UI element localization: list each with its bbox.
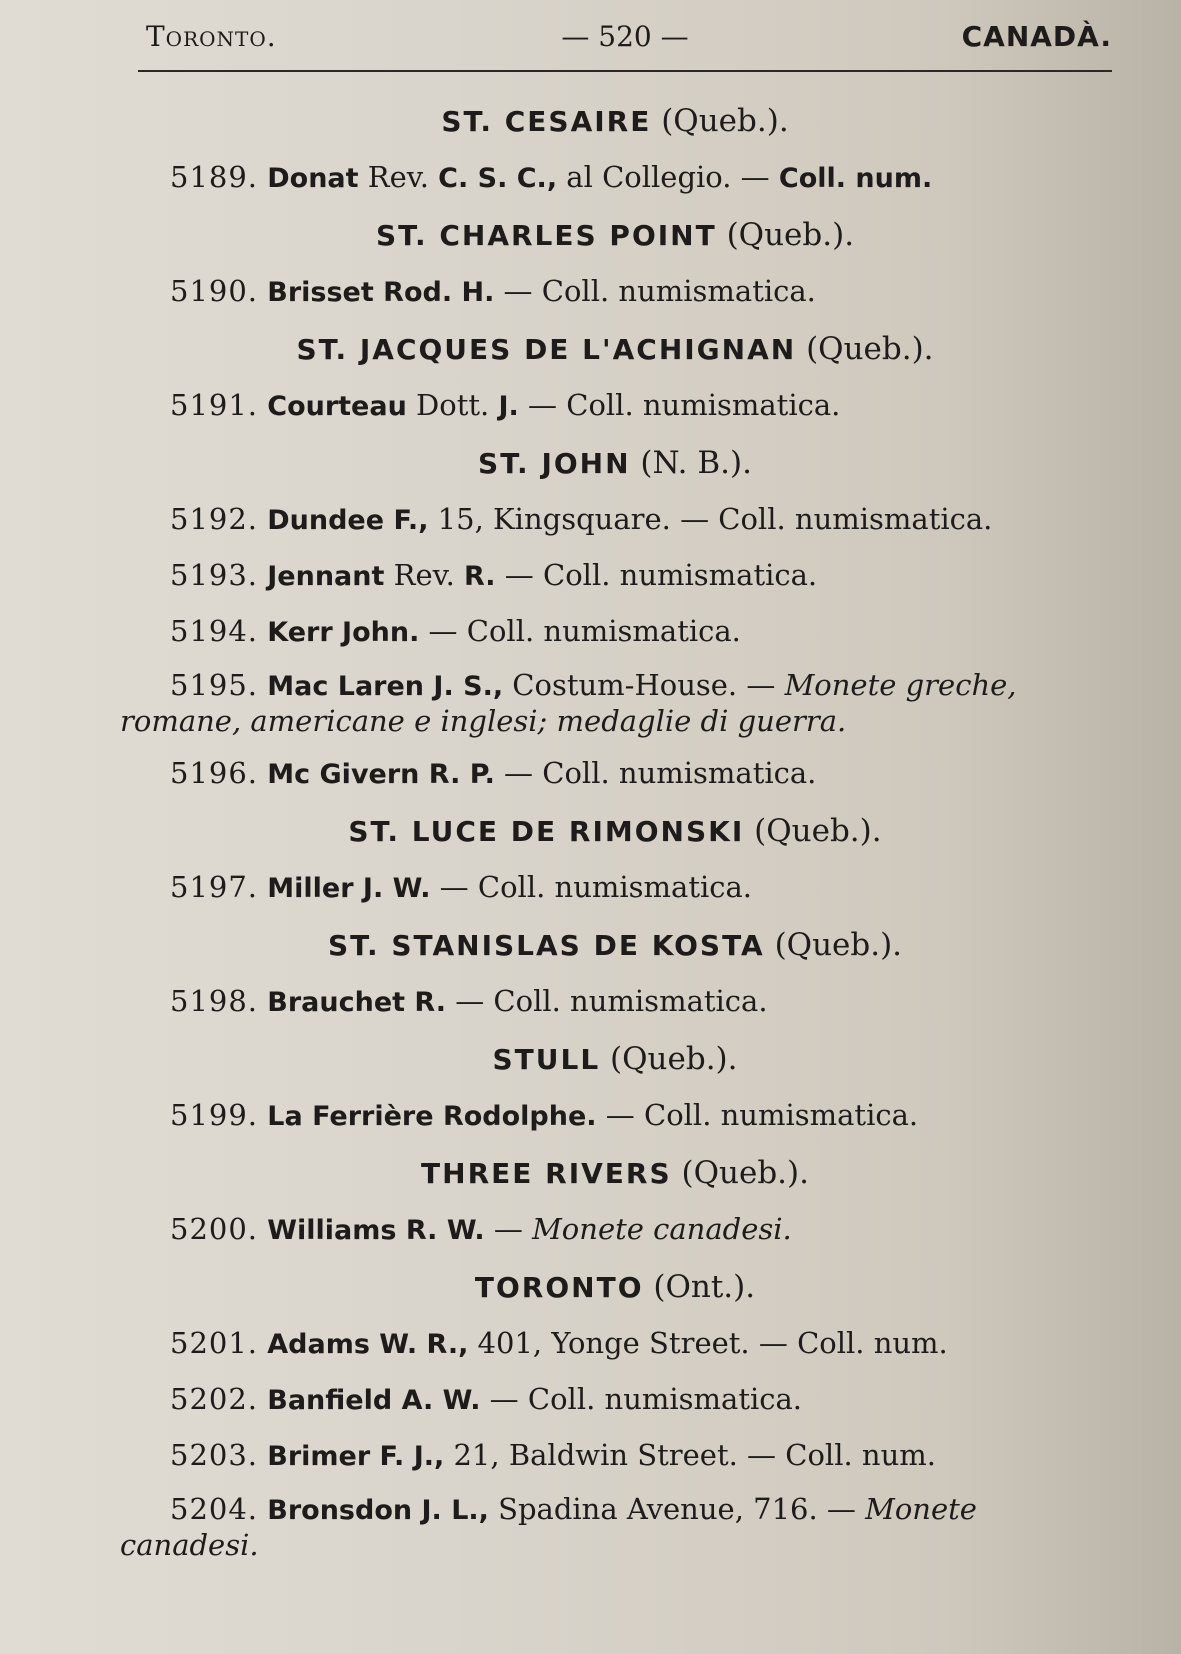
entry-number: 5197. (170, 870, 259, 904)
city-heading (120, 320, 1110, 378)
province: (Queb.). (726, 217, 855, 253)
entry-number: 5202. (170, 1382, 259, 1416)
entry-number: 5203. (170, 1438, 259, 1472)
collector-entry (120, 548, 1110, 604)
entry-number: 5198. (170, 984, 259, 1018)
city-heading (120, 916, 1110, 974)
entry-bold: J. (498, 391, 519, 422)
collection-description: Monete canadesi. (120, 1492, 977, 1562)
collector-entry (120, 378, 1110, 434)
collector-name: Williams R. W. (267, 1215, 485, 1246)
entry-text: 21, Baldwin Street. — Coll. num. (444, 1438, 936, 1472)
entry-text: — Coll. numismatica. (494, 274, 816, 308)
entry-bold: C. S. C., (438, 163, 558, 194)
entry-bold: Coll. num. (778, 163, 933, 194)
collection-description: Monete canadesi. (532, 1212, 792, 1246)
entry-text: 401, Yonge Street. — Coll. num. (468, 1326, 948, 1360)
province: (N. B.). (640, 445, 752, 481)
city-heading (120, 1030, 1110, 1088)
collector-name: Mc Givern R. P. (267, 759, 495, 790)
entry-text: Dott. (406, 388, 499, 422)
collector-name: Donat (267, 163, 359, 194)
entry-text: Rev. (384, 558, 465, 592)
collector-name: Dundee F., (267, 505, 429, 536)
entry-number: 5195. (170, 668, 259, 702)
collector-entry (120, 1484, 1110, 1570)
entry-text: — Coll. numismatica. (430, 870, 753, 904)
entry-number: 5204. (170, 1492, 259, 1526)
province: (Queb.). (774, 927, 903, 963)
page-header (138, 14, 1112, 72)
collector-name: Brimer F. J., (267, 1441, 445, 1472)
collection-description: Monete greche, romane, americane e inglesi; medaglie di guerra. (120, 668, 1017, 738)
entry-text: — Coll. numismatica. (596, 1098, 919, 1132)
city-name: ST. CHARLES POINT (375, 219, 717, 252)
collector-entry (120, 1428, 1110, 1484)
city-heading (120, 434, 1110, 492)
entry-number: 5199. (170, 1098, 259, 1132)
collector-name: Adams W. R., (267, 1329, 469, 1360)
collector-name: La Ferrière Rodolphe. (267, 1101, 597, 1132)
province: (Ont.). (653, 1269, 756, 1305)
entry-text: Rev. (358, 160, 439, 194)
entry-text: 15, Kingsquare. — Coll. numismatica. (428, 502, 993, 536)
city-heading (120, 206, 1110, 264)
page-number: — 520 — (561, 20, 689, 53)
entry-number: 5192. (170, 502, 259, 536)
collector-entry (120, 492, 1110, 548)
province: (Queb.). (681, 1155, 809, 1191)
entry-number: 5193. (170, 558, 259, 592)
city-heading (120, 1258, 1110, 1316)
entry-detail: — Coll. numismatica. (495, 558, 818, 592)
collector-entry (120, 860, 1110, 916)
collector-entry (120, 604, 1110, 660)
collector-name: Banfield A. W. (267, 1385, 481, 1416)
header-rule (138, 70, 1112, 72)
entry-number: 5194. (170, 614, 259, 648)
city-name: THREE RIVERS (421, 1157, 672, 1190)
collector-entry (120, 1088, 1110, 1144)
collector-name: Jennant (267, 561, 385, 592)
collector-name: Brisset Rod. H. (267, 277, 495, 308)
entry-text: Costum-House. — (503, 668, 785, 702)
collector-name: Courteau (267, 391, 407, 422)
collector-name: Kerr John. (267, 617, 420, 648)
entry-text: Spadina Avenue, 716. — (488, 1492, 866, 1526)
city-name: TORONTO (474, 1271, 644, 1304)
city-name: ST. STANISLAS DE KOSTA (327, 929, 765, 962)
entry-text: — Coll. numismatica. (419, 614, 741, 648)
province: (Queb.). (754, 813, 882, 849)
header-city: Toronto. (146, 20, 277, 53)
collector-name: Bronsdon J. L., (267, 1495, 489, 1526)
entry-text: — Coll. numismatica. (480, 1382, 803, 1416)
collector-entry (120, 264, 1110, 320)
city-name: ST. JACQUES DE L'ACHIGNAN (296, 333, 797, 366)
province: (Queb.). (661, 103, 789, 139)
city-heading (120, 1144, 1110, 1202)
header-country: CANADÀ. (961, 20, 1112, 53)
province: (Queb.). (806, 331, 934, 367)
city-heading (120, 92, 1110, 150)
entry-number: 5201. (170, 1326, 259, 1360)
collector-entry (120, 974, 1110, 1030)
entry-detail: — Coll. numismatica. (518, 388, 841, 422)
city-name: ST. JOHN (478, 447, 631, 480)
directory-entries (120, 92, 1110, 1570)
collector-name: Mac Laren J. S., (267, 671, 504, 702)
collector-entry (120, 660, 1110, 746)
entry-number: 5190. (170, 274, 259, 308)
city-name: ST. LUCE DE RIMONSKI (348, 815, 745, 848)
entry-text: — Coll. numismatica. (445, 984, 768, 1018)
entry-number: 5191. (170, 388, 259, 422)
collector-entry (120, 1202, 1110, 1258)
entry-bold: R. (464, 561, 496, 592)
entry-text: — Coll. numismatica. (494, 756, 817, 790)
city-heading (120, 802, 1110, 860)
entry-number: 5200. (170, 1212, 259, 1246)
city-name: STULL (492, 1043, 601, 1076)
collector-entry (120, 746, 1110, 802)
collector-name: Brauchet R. (267, 987, 446, 1018)
province: (Queb.). (610, 1041, 738, 1077)
entry-number: 5189. (170, 160, 259, 194)
collector-entry (120, 150, 1110, 206)
collector-entry (120, 1372, 1110, 1428)
city-name: ST. CESAIRE (441, 105, 652, 138)
entry-text: — (484, 1212, 533, 1246)
collector-entry (120, 1316, 1110, 1372)
entry-number: 5196. (170, 756, 259, 790)
collector-name: Miller J. W. (267, 873, 431, 904)
entry-detail: al Collegio. — (557, 160, 779, 194)
